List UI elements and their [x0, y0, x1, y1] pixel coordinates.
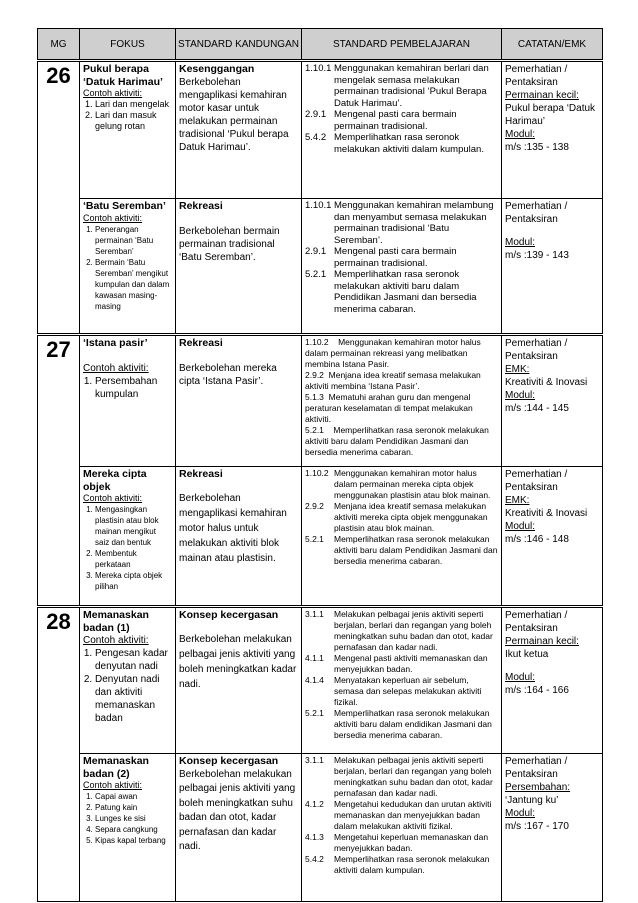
sk-cell: [176, 335, 302, 467]
focus-item: 1. Capai awan: [95, 791, 172, 802]
cat-line: m/s :144 - 145: [505, 403, 569, 414]
focus-item: 2. Membentuk perkataan: [95, 548, 172, 570]
cat-line: Pentaksiran: [505, 623, 558, 634]
sk-description: Berkebolehan bermain permainan tradisional ‘Batu Seremban’.: [179, 225, 280, 263]
focus-cell: [80, 61, 176, 199]
sp-item: 5.4.2 Memperlihatkan rasa seronok melakukan aktiviti dalam kumpulan.: [305, 854, 490, 875]
focus-cell: [80, 335, 176, 467]
sk-title: Konsep kecergasan: [179, 755, 279, 767]
week-number: 26: [38, 61, 80, 335]
cat-line: Pemerhatian /: [505, 201, 568, 212]
header-standard-kandungan: STANDARD KANDUNGAN: [176, 29, 302, 61]
cat-line: Modul:: [505, 390, 536, 401]
sp-item: 3.1.1 Melakukan pelbagai jenis aktiviti seperti berjalan, berlari dan regangan yang boleh meningkatkan suhu badan dan otot, kadar pernafasan dan kadar nadi.: [305, 609, 493, 652]
sp-item: 5.2.1 Memperlihatkan rasa seronok melakukan aktiviti baru dalam endidikan Jasmani dan bersedia menerima cabaran.: [305, 708, 492, 740]
focus-cell: [80, 199, 176, 335]
sk-description: Berkebolehan mengaplikasi kemahiran motor halus untuk melakukan aktiviti blok mainan atau plastisin.: [179, 492, 287, 564]
cat-line: Modul:: [505, 521, 536, 532]
sp-item: 2.9.2 Menjana idea kreatif semasa melakukan aktiviti mereka cipta objek menggunakan plastisin atau blok mainan.: [305, 501, 488, 533]
cat-line: Kreativiti & Inovasi: [505, 508, 588, 519]
sp-cell: [302, 199, 502, 335]
sp-item: 5.2.1 Memperlihatkan rasa seronok melakukan aktiviti baru dalam Pendidikan Jasmani dan bersedia menerima cabaran.: [305, 534, 498, 566]
sk-cell: [176, 467, 302, 607]
table-row: [38, 335, 603, 467]
focus-subtitle: Contoh aktiviti:: [83, 88, 143, 98]
lesson-plan-table: [37, 28, 603, 902]
sk-description: Berkebolehan melakukan pelbagai jenis aktiviti yang boleh meningkatkan suhu badan dan otot, kadar pernafasan dan kadar nadi.: [179, 768, 296, 852]
sk-title: Rekreasi: [179, 337, 223, 349]
cat-line: Pentaksiran: [505, 769, 558, 780]
cat-line: m/s :135 - 138: [505, 142, 569, 153]
header-mg: MG: [38, 29, 80, 61]
focus-item: 2. Denyutan nadi dan aktiviti memanaskan badan: [95, 673, 172, 725]
focus-title: Mereka cipta objek: [83, 468, 147, 493]
cat-line: Persembahan:: [505, 782, 571, 793]
cat-line: m/s :146 - 148: [505, 534, 569, 545]
focus-subtitle: Contoh aktiviti:: [83, 635, 149, 646]
focus-item: 2. Patung kain: [95, 802, 172, 813]
sp-item: 1.10.1 Menggunakan kemahiran melambung dan menyambut semasa melakukan permainan tradisional ‘Batu Seremban’.: [305, 200, 494, 246]
sp-cell: [302, 467, 502, 607]
focus-title: ‘Batu Seremban’: [83, 200, 166, 212]
sp-item: 1.10.2 Menggunakan kemahiran motor halus dalam permainan mereka cipta objek menggunakan plastisin atau blok mainan.: [305, 468, 491, 500]
cat-line: Pentaksiran: [505, 77, 558, 88]
cat-line: ‘Jantung ku’: [505, 795, 559, 806]
cat-line: Pentaksiran: [505, 351, 558, 362]
sp-item: 4.1.1 Mengenal pasti aktiviti memanaskan dan menyejukkan badan.: [305, 653, 488, 674]
focus-item: 1. Pengesan kadar denyutan nadi: [95, 647, 172, 673]
sp-item: 2.9.2 Menjana idea kreatif semasa melakukan aktiviti membina ‘Istana Pasir’.: [305, 370, 481, 391]
focus-subtitle: Contoh aktiviti:: [83, 493, 143, 503]
focus-item: 2. Bermain ‘Batu Seremban’ mengikut kumpulan dan dalam kawasan masing-masing: [95, 257, 172, 312]
sk-cell: [176, 199, 302, 335]
focus-cell: [80, 607, 176, 754]
focus-item: 5. Kipas kapal terbang: [95, 835, 172, 846]
cat-line: EMK:: [505, 495, 530, 506]
cat-line: Pemerhatian /: [505, 338, 568, 349]
cat-line: Modul:: [505, 237, 536, 248]
table-row: [38, 61, 603, 199]
cat-line: Pemerhatian /: [505, 469, 568, 480]
sp-cell: [302, 335, 502, 467]
cat-line: Ikut ketua: [505, 649, 549, 660]
catatan-cell: [502, 335, 603, 467]
header-row: [38, 29, 603, 61]
sp-item: 2.9.1 Mengenal pasti cara bermain permainan tradisional.: [305, 109, 457, 132]
sk-description: Berkebolehan mengaplikasi kemahiran motor kasar untuk melakukan permainan tradisional ‘Pukul berapa Datuk Harimau’.: [179, 76, 289, 153]
week-number: 27: [38, 335, 80, 607]
sp-cell: [302, 754, 502, 902]
focus-subtitle: Contoh aktiviti:: [83, 780, 143, 790]
sk-title: Rekreasi: [179, 468, 223, 480]
header-standard-pembelajaran: STANDARD PEMBELAJARAN: [302, 29, 502, 61]
table-row: [38, 199, 603, 335]
cat-line: Pemerhatian /: [505, 610, 568, 621]
table-row: [38, 754, 603, 902]
sp-item: 4.1.3 Mengetahui keperluan memanaskan dan menyejukkan badan.: [305, 832, 489, 853]
sk-cell: [176, 754, 302, 902]
sp-item: 1.10.2 Menggunakan kemahiran motor halus dalam permainan rekreasi yang melibatkan membina Istana Pasir.: [305, 337, 481, 369]
cat-line: Kreativiti & Inovasi: [505, 377, 588, 388]
cat-line: Modul:: [505, 808, 536, 819]
sp-item: 4.1.4 Menyatakan keperluan air sebelum, semasa dan selepas melakukan aktiviti fizikal.: [305, 675, 482, 707]
catatan-cell: [502, 754, 603, 902]
header-catatan: CATATAN/EMK: [502, 29, 603, 61]
sp-item: 5.2.1 Memperlihatkan rasa seronok melakukan aktiviti baru dalam Pendidikan Jasmani dan bersedia menerima cabaran.: [305, 425, 489, 457]
cat-line: m/s :167 - 170: [505, 821, 569, 832]
focus-item: 4. Separa cangkung: [95, 824, 172, 835]
focus-title: ‘Istana pasir’: [83, 337, 148, 349]
focus-item: 1. Lari dan mengelak: [95, 99, 172, 110]
cat-line: EMK:: [505, 364, 530, 375]
cat-line: Pentaksiran: [505, 214, 558, 225]
header-fokus: FOKUS: [80, 29, 176, 61]
cat-line: m/s :139 - 143: [505, 250, 569, 261]
table-row: [38, 607, 603, 754]
focus-subtitle: Contoh aktiviti:: [83, 212, 143, 223]
cat-line: Pemerhatian /: [505, 64, 568, 75]
cat-line: Modul:: [505, 672, 536, 683]
focus-title: Pukul berapa ‘Datuk Harimau’: [83, 63, 163, 88]
cat-line: Pemerhatian /: [505, 756, 568, 767]
focus-item: 3. Mereka cipta objek pilihan: [95, 570, 172, 592]
cat-line: m/s :164 - 166: [505, 685, 569, 696]
sk-cell: [176, 607, 302, 754]
focus-title: Memanaskan badan (1): [83, 609, 149, 634]
sk-description: Berkebolehan melakukan pelbagai jenis aktiviti yang boleh meningkatkan kadar nadi.: [179, 633, 297, 690]
catatan-cell: [502, 467, 603, 607]
focus-cell: [80, 754, 176, 902]
focus-title: Memanaskan badan (2): [83, 755, 149, 780]
focus-subtitle: Contoh aktiviti:: [83, 362, 149, 374]
focus-cell: [80, 467, 176, 607]
sk-cell: [176, 61, 302, 199]
sp-item: 3.1.1 Melakukan pelbagai jenis aktiviti seperti berjalan, berlari dan regangan yang boleh meningkatkan suhu badan dan otot, kadar pernafasan dan kadar nadi.: [305, 755, 493, 798]
cat-line: Pukul berapa ‘Datuk Harimau’: [505, 103, 596, 127]
sp-cell: [302, 61, 502, 199]
table-row: [38, 467, 603, 607]
sp-item: 4.1.2 Mengetahui kedudukan dan urutan aktiviti memanaskan dan menyejukkan badan dalam melakukan aktiviti fizikal.: [305, 799, 492, 831]
sp-item: 5.4.2 Memperlihatkan rasa seronok melakukan aktiviti dalam kumpulan.: [305, 132, 484, 155]
sp-item: 1.10.1 Menggunakan kemahiran berlari dan mengelak semasa melakukan permainan tradisional ‘Pukul Berapa Datuk Harimau’.: [305, 63, 489, 109]
catatan-cell: [502, 61, 603, 199]
sk-title: Konsep kecergasan: [179, 609, 279, 621]
catatan-cell: [502, 199, 603, 335]
cat-line: Pentaksiran: [505, 482, 558, 493]
sp-item: 5.1.3 Mematuhi arahan guru dan mengenal peraturan keselamatan di tempat melakukan aktiviti.: [305, 392, 473, 424]
sp-item: 2.9.1 Mengenal pasti cara bermain permainan tradisional.: [305, 246, 457, 269]
catatan-cell: [502, 607, 603, 754]
cat-line: Permainan kecil:: [505, 90, 579, 101]
focus-item: 1. Persembahan kumpulan: [95, 375, 172, 401]
sp-cell: [302, 607, 502, 754]
focus-item: 1. Penerangan permainan ‘Batu Seremban’: [95, 224, 172, 257]
focus-item: 1. Mengasingkan plastisin atau blok mainan mengikut saiz dan bentuk: [95, 504, 172, 548]
cat-line: Modul:: [505, 129, 536, 140]
week-number: 28: [38, 607, 80, 902]
focus-item: 3. Lunges ke sisi: [95, 813, 172, 824]
cat-line: Permainan kecil:: [505, 636, 579, 647]
sk-title: Rekreasi: [179, 200, 223, 212]
sp-item: 5.2.1 Memperlihatkan rasa seronok melakukan aktiviti baru dalam Pendidikan Jasmani dan bersedia menerima cabaran.: [305, 269, 477, 315]
sk-title: Kesenggangan: [179, 63, 255, 75]
focus-item: 2. Lari dan masuk gelung rotan: [95, 110, 172, 132]
sk-description: Berkebolehan mereka cipta ‘Istana Pasir’.: [179, 362, 277, 387]
